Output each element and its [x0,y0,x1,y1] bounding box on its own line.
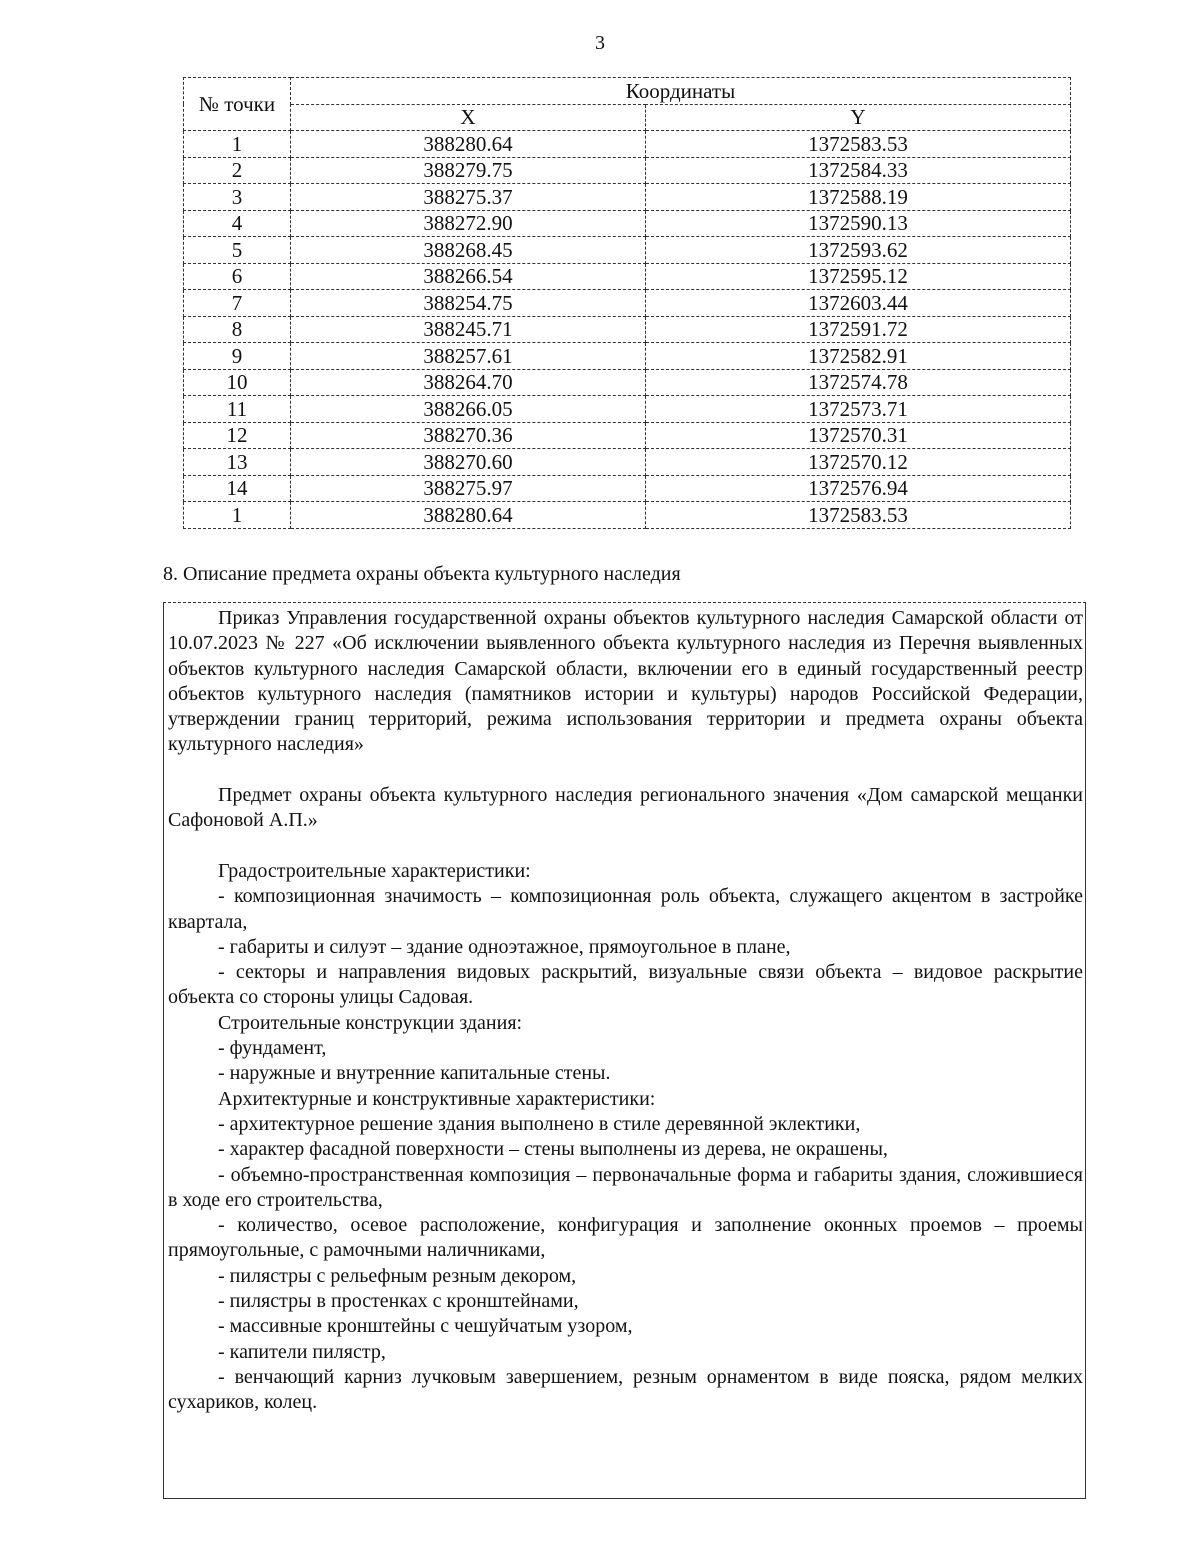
table-row [184,449,1071,476]
coord-x: 388268.45 [291,237,646,264]
coord-x: 388270.60 [291,449,646,476]
coord-x: 388280.64 [291,502,646,529]
list-item: - капители пилястр, [218,1340,386,1363]
coord-y: 1372570.31 [646,422,1071,449]
point-number: 6 [184,263,291,290]
table-row [184,316,1071,343]
list-item: - характер фасадной поверхности – стены выполнены из дерева, не окрашены, [218,1138,888,1161]
table-row [184,290,1071,317]
point-number: 13 [184,449,291,476]
coord-y: 1372593.62 [646,237,1071,264]
coord-y: 1372570.12 [646,449,1071,476]
coord-y: 1372583.53 [646,131,1071,158]
coord-y: 1372590.13 [646,210,1071,237]
point-number: 10 [184,369,291,396]
table-row [184,237,1071,264]
coord-x: 388272.90 [291,210,646,237]
point-number: 4 [184,210,291,237]
coord-x: 388254.75 [291,290,646,317]
coord-y: 1372588.19 [646,184,1071,211]
coord-x: 388275.97 [291,475,646,502]
coord-x: 388270.36 [291,422,646,449]
table-row [184,131,1071,158]
subsection-heading: Архитектурные и конструктивные характеристики: [218,1087,656,1110]
coordinates-table [183,77,1071,529]
point-number: 11 [184,396,291,423]
coord-x: 388257.61 [291,343,646,370]
header-y: Y [646,104,1071,131]
list-item: - наружные и внутренние капитальные стены. [218,1062,611,1085]
table-row [184,369,1071,396]
point-number: 5 [184,237,291,264]
header-x: X [291,104,646,131]
list-item: - пилястры с рельефным резным декором, [218,1264,577,1287]
coord-y: 1372595.12 [646,263,1071,290]
list-item: - объемно-пространственная композиция – первоначальные форма и габариты здания, сложившиеся в ходе его строительства, [168,1163,1083,1211]
list-item: - секторы и направления видовых раскрытий, визуальные связи объекта – видовое раскрытие объекта со стороны улицы Садовая. [168,961,1083,1009]
list-item: - композиционная значимость – композиционная роль объекта, служащего акцентом в застройке квартала, [168,885,1083,933]
point-number: 1 [184,131,291,158]
list-item: - количество, осевое расположение, конфигурация и заполнение оконных проемов – проемы прямоугольные, с рамочными наличниками, [168,1214,1083,1262]
table-row [184,502,1071,529]
subsection-heading: Строительные конструкции здания: [218,1011,523,1034]
coord-x: 388266.05 [291,396,646,423]
order-paragraph: Приказ Управления государственной охраны объектов культурного наследия Самарской области от 10.07.2023 № 227 «Об исключении выявленного объекта культурного наследия из Перечня выявленных объектов культурного наследия Самарской области, включении его в единый государственный реестр объектов культурного наследия (памятников истории и культуры) народов Российской Федерации, утверждении границ территорий, режима использования территории и предмета охраны объекта культурного наследия» [168,607,1083,756]
list-item: - венчающий карниз лучковым завершением, резным орнаментом в виде пояска, рядом мелких сухариков, колец. [168,1365,1083,1414]
coord-x: 388279.75 [291,157,646,184]
table-row [184,422,1071,449]
subject-paragraph: Предмет охраны объекта культурного наследия регионального значения «Дом самарской мещанки Сафоновой А.П.» [168,784,1083,832]
point-number: 1 [184,502,291,529]
protection-subject-box [163,602,1086,1499]
point-number: 14 [184,475,291,502]
subsection-heading: Градостроительные характеристики: [218,859,531,882]
coord-y: 1372576.94 [646,475,1071,502]
list-item: - габариты и силуэт – здание одноэтажное, прямоугольное в плане, [218,935,791,958]
list-item: - пилястры в простенках с кронштейнами, [218,1290,579,1313]
point-number: 9 [184,343,291,370]
coord-y: 1372574.78 [646,369,1071,396]
table-row [184,263,1071,290]
list-item: - фундамент, [218,1037,327,1060]
table-row [184,475,1071,502]
table-row [184,210,1071,237]
coord-x: 388245.71 [291,316,646,343]
table-row [184,184,1071,211]
coord-y: 1372573.71 [646,396,1071,423]
page-number: 3 [595,32,605,54]
coord-y: 1372584.33 [646,157,1071,184]
header-coordinates: Координаты [291,78,1071,105]
point-number: 3 [184,184,291,211]
coord-y: 1372591.72 [646,316,1071,343]
section-heading: 8. Описание предмета охраны объекта культурного наследия [163,563,681,585]
coord-x: 388275.37 [291,184,646,211]
point-number: 8 [184,316,291,343]
coord-x: 388266.54 [291,263,646,290]
point-number: 12 [184,422,291,449]
coord-y: 1372603.44 [646,290,1071,317]
coord-y: 1372582.91 [646,343,1071,370]
coord-x: 388280.64 [291,131,646,158]
list-item: - архитектурное решение здания выполнено в стиле деревянной эклектики, [218,1112,861,1135]
header-point-number: № точки [184,78,291,131]
point-number: 7 [184,290,291,317]
point-number: 2 [184,157,291,184]
table-row [184,157,1071,184]
coord-x: 388264.70 [291,369,646,396]
coord-y: 1372583.53 [646,502,1071,529]
table-row [184,343,1071,370]
table-row [184,396,1071,423]
list-item: - массивные кронштейны с чешуйчатым узором, [218,1315,633,1338]
